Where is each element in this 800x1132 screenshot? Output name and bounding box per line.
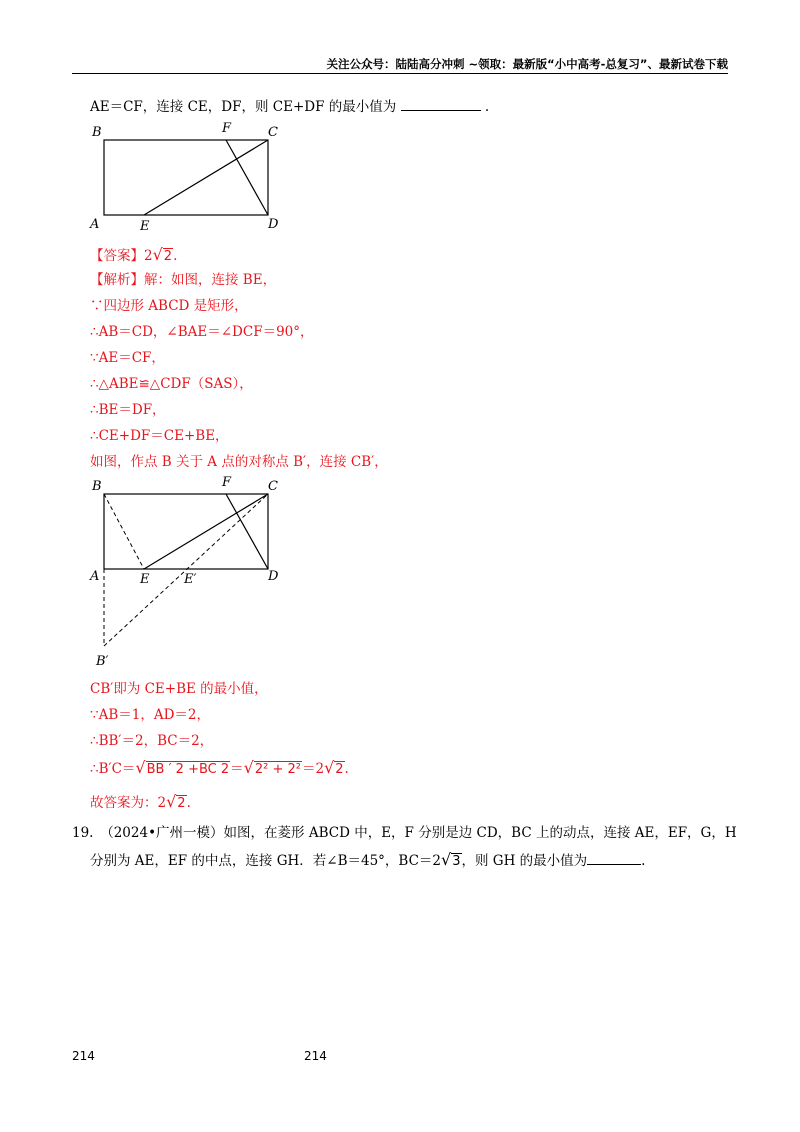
s11-eq2: ＝2 [301,761,325,777]
page-number-left: 214 [72,1049,95,1063]
analysis-tag: 【解析】 [90,272,144,288]
q18-answer-blank [401,98,481,111]
label-b: B [92,125,102,140]
q19-line-1: 19. （2024•广州一模）如图，在菱形 ABCD 中，E，F 分别是边 CD，BC 上的动点，连接 AE，EF，G，H [72,825,737,841]
q19-answer-blank [587,852,641,865]
label-c-2: C [268,479,278,494]
label-e-2: E [140,572,150,587]
analysis-step-8: CB′即为 CE+BE 的最小值， [90,681,268,697]
analysis-step-6: ∴CE+DF＝CE+BE， [90,428,229,444]
q19-radicand: 3 [452,854,461,869]
s11-prefix: ∴B′C＝ [90,761,136,777]
s11-eq: ＝ [230,761,244,777]
segment-df [226,140,268,215]
label-f-2: F [222,475,232,490]
sqrt-symbol: √2² + 2² [243,758,301,777]
answer-tag: 【答案】 [90,248,144,264]
answer-coef: 2 [144,248,153,264]
answer-line [90,246,177,266]
label-d: D [268,217,279,232]
label-e: E [140,219,150,234]
label-d-2: D [268,569,279,584]
figure-rectangle-1 [86,118,286,234]
answer-end: . [173,248,178,264]
figure-rectangle-2 [86,472,286,672]
rect-abcd [104,140,268,215]
s11-radicand-3: 2 [335,762,344,777]
s11-end: . [344,761,349,777]
q18-end: . [484,99,490,115]
analysis-step-2: ∴AB＝CD，∠BAE＝∠DCF＝90°， [90,324,314,340]
s11-radicand-1: BB ′ 2 +BC 2 [146,762,230,777]
analysis-step-5: ∴BE＝DF， [90,402,166,418]
label-e-prime: E′ [184,572,197,587]
analysis-step-11 [90,759,349,779]
sqrt-symbol: √2 [166,792,186,811]
label-a-2: A [90,569,100,584]
analysis-intro: 解：如图，连接 BE， [144,272,277,288]
segment-ce-2 [144,494,268,569]
label-c: C [268,125,278,140]
analysis-step-4: ∴△ABE≌△CDF（SAS）， [90,376,253,392]
final-answer-line [90,793,191,813]
page-header: 关注公众号：陆陆高分冲刺 ~领取：最新版“小中高考-总复习”、最新试卷下载 [326,57,728,71]
segment-ce [144,140,268,215]
q19-line-2 [90,851,645,871]
sqrt-symbol: √3 [441,850,461,869]
label-f: F [222,121,232,136]
rect-abcd-2 [104,494,268,569]
answer-radicand: 2 [163,249,173,264]
final-end: . [186,795,191,811]
q18-line [90,98,489,116]
label-b-2: B [92,479,102,494]
label-b-prime: B′ [96,654,109,669]
s11-radicand-2: 2² + 2² [254,762,301,777]
analysis-step-3: ∵AE＝CF， [90,350,165,366]
analysis-intro-line [90,271,276,289]
segment-cb-prime-dashed [104,494,268,646]
analysis-step-10: ∴BB′＝2，BC＝2， [90,733,214,749]
segment-df-2 [226,494,268,569]
final-radicand: 2 [177,796,186,811]
header-rule [72,73,728,74]
page-number-center: 214 [304,1049,327,1063]
final-prefix: 故答案为：2 [90,795,167,811]
q18-text: AE＝CF，连接 CE，DF，则 CE+DF 的最小值为 [90,99,397,115]
label-a: A [90,217,100,232]
analysis-step-7: 如图，作点 B 关于 A 点的对称点 B′，连接 CB′， [90,454,388,470]
analysis-step-1: ∵四边形 ABCD 是矩形， [90,298,248,314]
q19-text-suffix: ，则 GH 的最小值为 [461,853,588,869]
sqrt-symbol: √2 [152,245,173,264]
q19-end: . [641,853,646,869]
segment-be-dashed [104,494,144,569]
sqrt-symbol: √2 [324,758,344,777]
sqrt-symbol: √BB ′ 2 +BC 2 [135,758,230,777]
q19-text-prefix: 分别为 AE，EF 的中点，连接 GH．若∠B＝45°，BC＝2 [90,853,442,869]
analysis-step-9: ∵AB＝1，AD＝2， [90,707,211,723]
